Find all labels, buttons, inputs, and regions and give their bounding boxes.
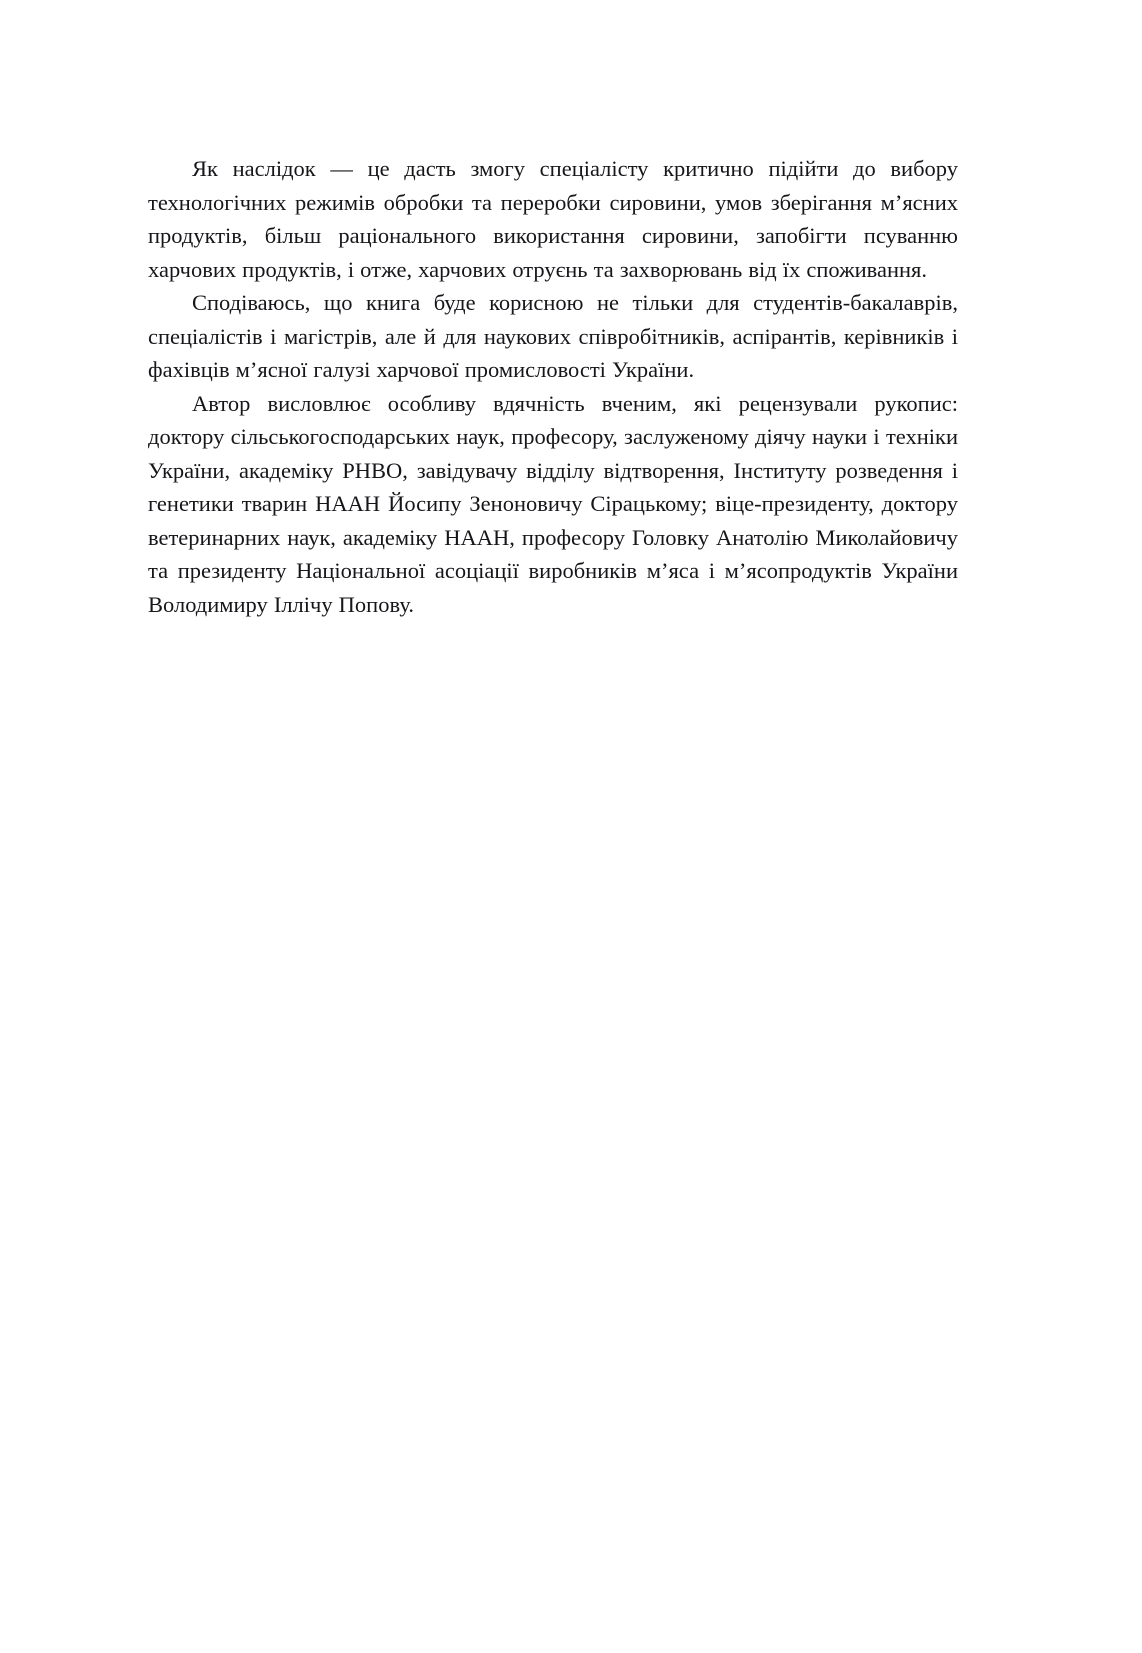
paragraph: Автор висловлює особливу вдячність вченим, які рецензували рукопис: доктору сільськогосподарських наук, професору, заслуженому діячу науки і техніки України, академіку РНВО, завідувачу відділу відтворення, Інституту розведення і генетики тварин НААН Йосипу Зеноновичу Сірацькому; віце-президенту, доктору ветеринарних наук, академіку НААН, професору Головку Анатолію Миколайовичу та президенту Національної асоціації виробників м’яса і м’ясопродуктів України Володимиру Іллічу Попову. [148,390,958,617]
paragraph: Як наслідок — це дасть змогу спеціалісту критично підійти до вибору технологічних режимів обробки та переробки сировини, умов зберігання м’ясних продуктів, більш раціонального використання сировини, запобігти псуванню харчових продуктів, і отже, харчових отруєнь та захворювань від їх споживання. [148,156,958,282]
body-text-block [148,152,958,621]
paragraph: Сподіваюсь, що книга буде корисною не тільки для студентів-бакалаврів, спеціалістів і магістрів, але й для наукових співробітників, аспірантів, керівників і фахівців м’ясної галузі харчової промисловості України. [148,290,958,382]
